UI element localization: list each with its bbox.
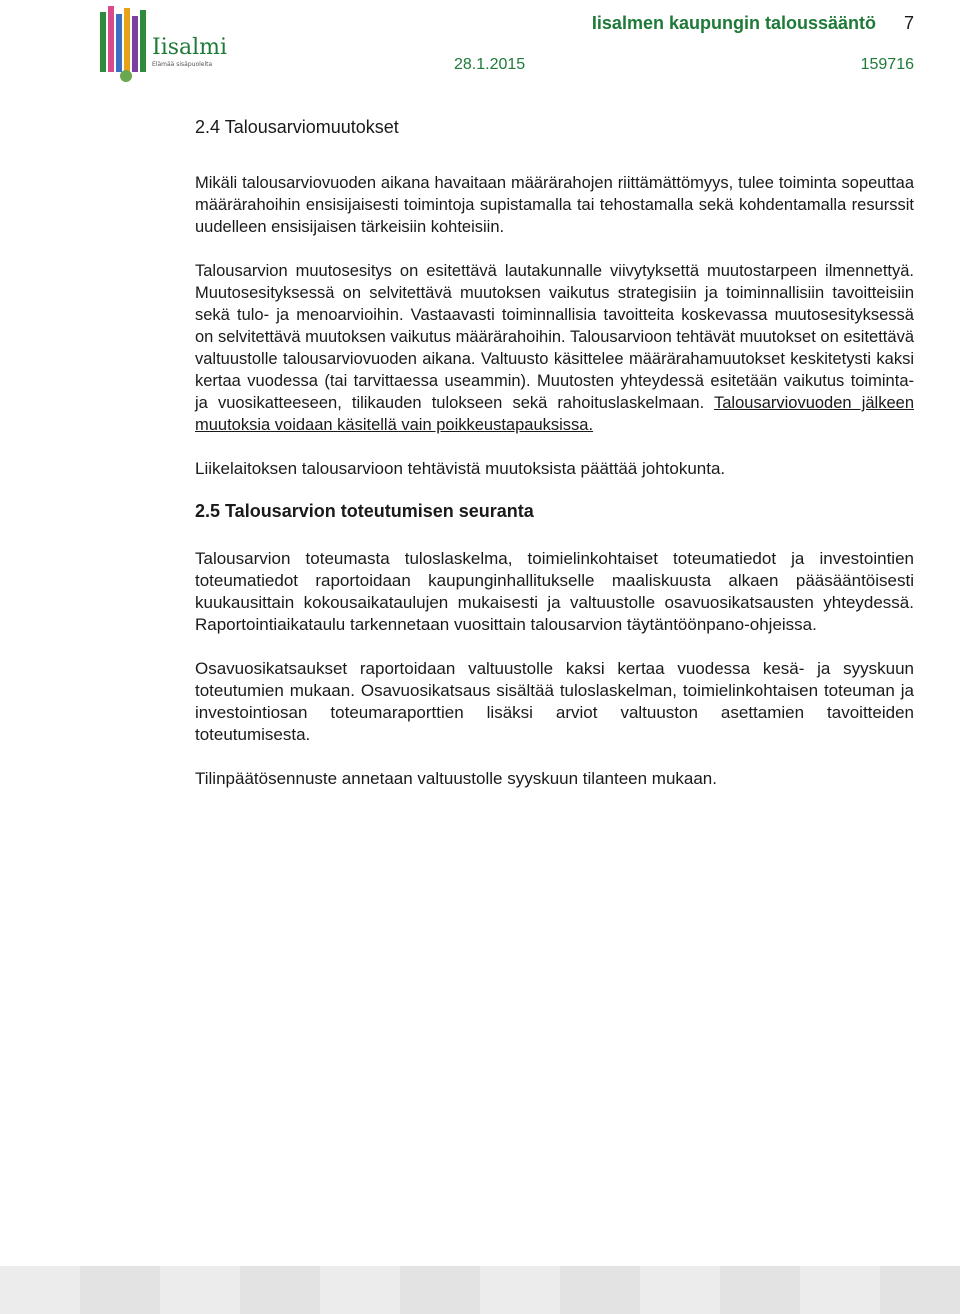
paragraph: Liikelaitoksen talousarvioon tehtävistä muutoksista päättää johtokunta. [195,459,726,478]
document-body [195,116,914,790]
paragraph: Osavuosikatsaukset raportoidaan valtuustolle kaksi kertaa vuodessa kesä- ja syyskuun toteutumien mukaan. Osavuosikatsaus sisältää tuloslaskelman, toimielinkohtaisen toteuman ja investointiosan toteumaraporttien lisäksi arviot valtuuston asettamien tavoitteiden toteutumisesta. [195,659,914,744]
page-number: 7 [903,13,914,33]
svg-text:Iisalmi: Iisalmi [152,35,228,60]
underlined-text: Talousarviovuoden jälkeen muutoksia voidaan käsitellä vain poikkeustapauksissa. [195,394,914,434]
paragraph: Talousarvion toteumasta tuloslaskelma, toimielinkohtaiset toteumatiedot ja investointien toteumatiedot raportoidaan kaupunginhallitukselle maaliskuusta alkaen pääsääntöisesti kuukausittain kokousaikataulujen mukaisesti ja valtuustolle osavuosikatsausten yhteydessä. Raportointiaikataulu tarkennetaan vuosittain talousarvion täytäntöönpano-ohjeissa. [195,549,914,634]
svg-text:Elämää sisäpuolelta: Elämää sisäpuolelta [152,61,213,68]
paragraph: Tilinpäätösennuste annetaan valtuustolle syyskuun tilanteen mukaan. [195,769,717,788]
paragraph: Mikäli talousarviovuoden aikana havaitaan määrärahojen riittämättömyys, tulee toiminta sopeuttaa määrärahoihin ensisijaisesti toimintoja supistamalla tai tehostamalla sekä kohdentamalla resurssit uudelleen ensisijaisen tärkeisiin kohteisiin. [195,174,914,236]
section-heading-2-5: 2.5 Talousarvion toteutumisen seuranta [195,501,534,521]
footer-bar [0,1266,960,1314]
section-heading-2-4: 2.4 Talousarviomuutokset [195,117,399,137]
city-logo [96,4,228,84]
paragraph: Talousarvion muutosesitys on esitettävä lautakunnalle viivytyksettä muutostarpeen ilmennettyä. Muutosesityksessä on selvitettävä muutoksen vaikutus strategisiin ja toiminnallisiin tavoitteisiin sekä tulo- ja menoarvioihin. Vastaavasti toiminnallisia tavoitteita koskevassa muutosesityksessä on selvitettävä muutoksen vaikutus määrärahoihin. Talousarvioon tehtävät muutokset on esitettävä valtuustolle talousarviovuoden aikana. Valtuusto käsittelee määrärahamuutokset keskitetysti kaksi kertaa vuodessa (tai tarvittaessa useammin). Muutosten yhteydessä esitetään vaikutus toiminta- ja vuosikatteeseen, tilikauden tulokseen sekä rahoituslaskelmaan. Talousarviovuoden jälkeen muutoksia voidaan käsitellä vain poikkeustapauksissa. [195,262,914,434]
document-title: Iisalmen kaupungin taloussääntö 7 [591,13,914,33]
document-id: 159716 [860,56,914,73]
header-meta [454,56,914,74]
document-date: 28.1.2015 [454,56,526,73]
